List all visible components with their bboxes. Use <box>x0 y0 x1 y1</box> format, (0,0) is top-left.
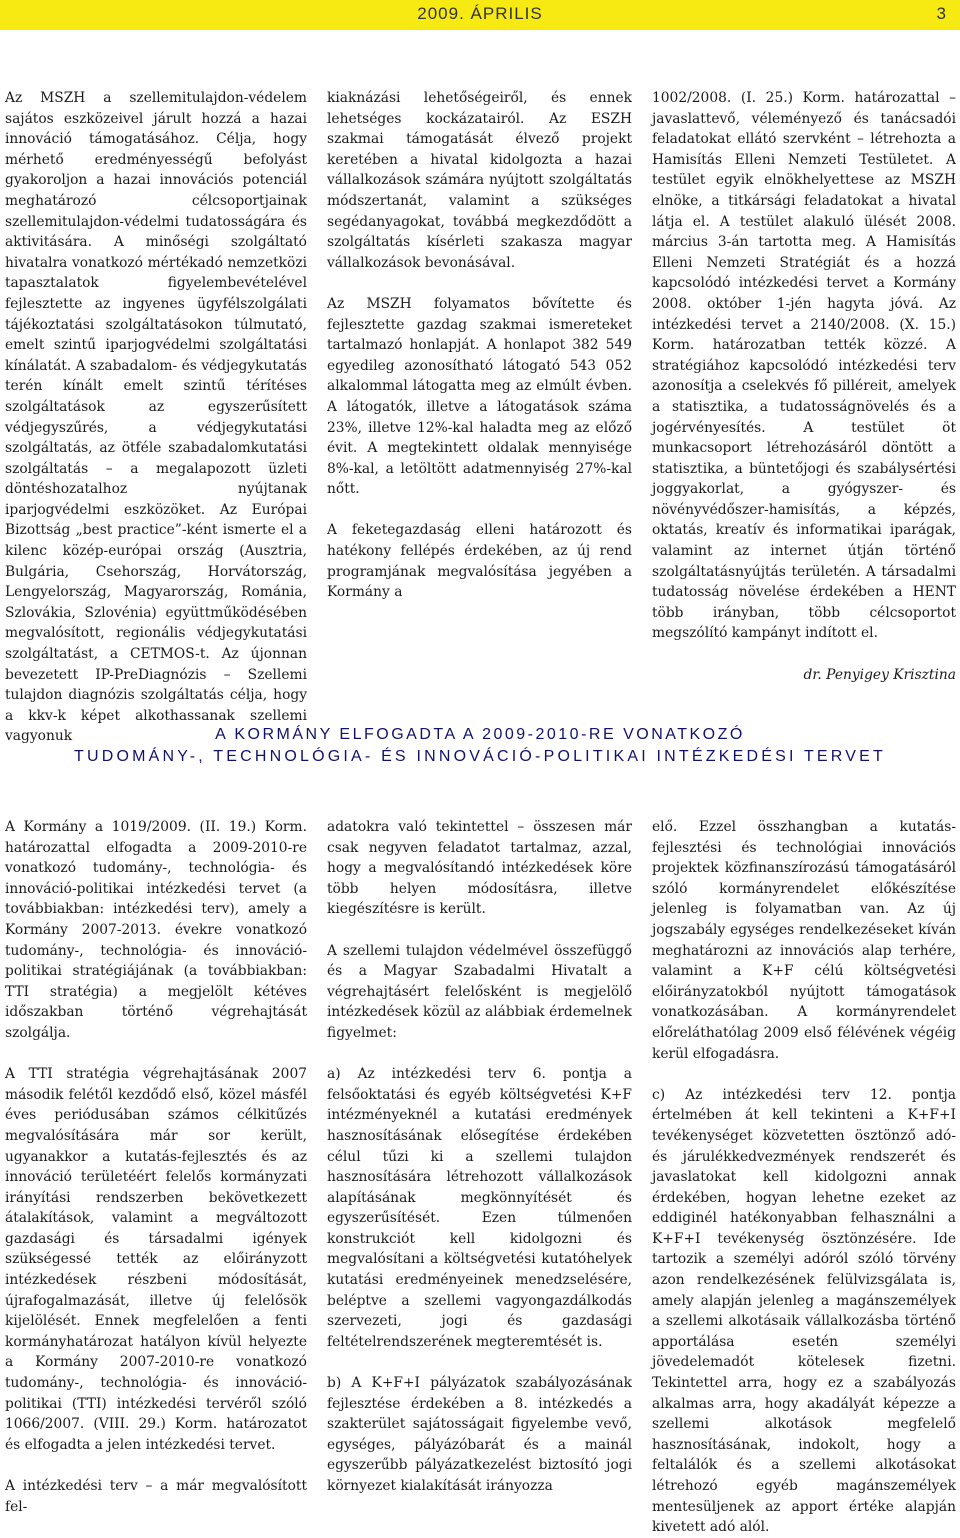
paragraph: A TTI stratégia végrehajtásának 2007 második felétől kezdődő első, közel másfél éves periódusában számos célkitűzés megvalósítására már sor került, ugyanakkor a kutatás-fejlesztés és az innováció területéért felelős kormányzati irányítási rendszerben bekövetkezett átalakítások, valamint a megváltozott gazdasági és társadalmi igények szükségessé tették az előirányzott intézkedések részbeni módosítását, újrafogalmazását, illetve új felelősök kijelölését. Ennek megfelelően a fenti kormányhatározat hatályon kívül helyezte a Kormány 2007-2010-re vonatkozó tudomány-, technológia- és innováció-politikai (TTI) intézkedési tervéről szóló 1066/2007. (VIII. 29.) Korm. határozatot és elfogadta a jelen intézkedési tervet. <box>5 1066 307 1453</box>
bottom-column-2 <box>327 817 632 1497</box>
top-column-2 <box>327 88 632 603</box>
paragraph: A intézkedési terv – a már megvalósított fel- <box>5 1478 307 1515</box>
bottom-column-3 <box>652 817 956 1538</box>
paragraph: adatokra való tekintettel – összesen már csak negyven feladatot tartalmaz, azzal, hogy a megvalósítandó intézkedések köre több helyen módosításra, illetve kiegészítésre is került. <box>327 819 632 918</box>
section-title-line-2: TUDOMÁNY-, TECHNOLÓGIA- ÉS INNOVÁCIÓ-POLITIKAI INTÉZKEDÉSI TERVET <box>74 748 886 765</box>
list-item-c: c) Az intézkedési terv 12. pontja értelmében át kell tekinteni a K+F+I tevékenységet közvetetten ösztönző adó- és járulékkedvezmények rendszerét és javaslatokat kell kidolgozni annak érdekében, hogyan lehetne ezeket az eddiginél hatékonyabban felhasználni a K+F+I tevékenység ösztönzésére. Ide tartozik a személyi adóról szóló törvény azon rendelkezésének felülvizsgálata is, amely alapján jelenleg a magánszemélyek a szellemi alkotásaik vállalkozásba történő apportálása esetén személyi jövedelemadót kötelesek fizetni. Tekintettel arra, hogy ez a szabályozás alkalmas arra, hogy akadályát képezze a szellemi alkotások megfelelő hasznosításának, indokolt, hogy a feltalálók és a szellemi alkotásokat létrehozó egyéb magánszemélyek mentesüljenek az apport értéke alapján kivetett adó alól. <box>652 1086 956 1536</box>
page-number: 3 <box>936 4 946 23</box>
bottom-column-1 <box>5 817 307 1517</box>
top-column-3 <box>652 88 956 685</box>
paragraph: Az MSZH folyamatos bővítette és fejlesztette gazdag szakmai ismereteket tartalmazó honlapját. A honlapot 382 549 egyedileg azonosítható látogató 543 052 alkalommal látogatta meg az elmúlt évben. A látogatók, illetve a látogatások száma 23%, illetve 12%-kal haladta meg az előző évit. A megtekintett oldalak mennyisége 8%-kal, a letöltött adatmennyiség 27%-kal nőtt. <box>327 295 632 498</box>
paragraph: A Kormány a 1019/2009. (II. 19.) Korm. határozattal elfogadta a 2009-2010-re vonatkozó tudomány-, technológia- és innováció-politikai intézkedési tervet (a továbbiakban: intézkedési terv), amely a Kormány 2007-2013. évekre vonatkozó tudomány-, technológia- és innováció-politikai stratégiájának (a továbbiakban: TTI stratégia) a megjelölt kétéves időszakban történő végrehajtását szolgálja. <box>5 819 307 1041</box>
paragraph: 1002/2008. (I. 25.) Korm. határozattal – javaslattevő, véleményező és tanácsadói feladatokat ellátó szervként – létrehozta a Hamisítás Elleni Nemzeti Testületet. A testület egyik elnökhelyettese az MSZH elnöke, a titkársági feladatokat a hivatal látja el. A testület alakuló ülését 2008. március 3-án tartotta meg. A Hamisítás Elleni Nemzeti Stratégiát és a hozzá kapcsolódó intézkedési tervet a Kormány 2008. október 1-jén hagyta jóvá. Az intézkedési tervet a 2140/2008. (X. 15.) Korm. határozatban tették közzé. A stratégiához kapcsolódó intézkedési terv azonosítja a cselekvés fő pilléreit, amelyek a statisztika, a tudatosságnövelés és a jogérvényesítés. A testület öt munkacsoport létrehozásáról döntött a statisztika, a büntetőjogi és szabálysértési joggyakorlat, a gyógyszer- és növényvédőszer-hamisítás, a képzés, oktatás, kreatív és informatikai iparágak, valamint az internet útján történő szolgáltatásnyújtás területén. A társadalmi tudatosság növelése érdekében a HENT több irányban, több célcsoportot megszólító kampányt indított el. <box>652 90 956 642</box>
paragraph: kiaknázási lehetőségeiről, és ennek lehetséges kockázatairól. Az ESZH szakmai támogatását élvező projekt keretében a hivatal kidolgozta a hazai vállalkozások számára nyújtott szolgáltatás módszertanát, valamint a szükséges segédanyagokat, továbbá megkezdődött a szolgáltatás kísérleti szakasza magyar vállalkozások bevonásával. <box>327 90 632 271</box>
paragraph: A feketegazdaság elleni határozott és hatékony fellépés érdekében, az új rend programjának megvalósítása jegyében a Kormány a <box>327 522 632 601</box>
paragraph: Az MSZH a szellemitulajdon-védelem sajátos eszközeivel járult hozzá a hazai innováció támogatásához. Célja, hogy mérhető eredményességű befolyást gyakoroljon a hazai innovációs potenciál meghatározó célcsoportjainak szellemitulajdon-védelmi tudatosságára és aktivitására. A minőségi szolgáltató hivatalra vonatkozó mértékadó nemzetközi tapasztalatok figyelembevételével fejlesztette az ingyenes ügyfélszolgálati tájékoztatási szolgáltatásokon túlmutató, emelt szintű iparjogvédelmi szolgáltatási kínálatát. A szabadalom- és védjegykutatás terén kínált emelt szintű térítéses szolgáltatások az egyszerűsített védjegyszűrés, a védjegykutatási szolgáltatás, az ötféle szabadalomkutatási szolgáltatás – a megalapozott üzleti döntéshozatalhoz nyújtanak iparjogvédelmi eszközöket. Az Európai Bizottság „best practice”-ként ismerte el a kilenc közép-európai ország (Ausztria, Bulgária, Csehország, Horvátország, Lengyelország, Magyarország, Románia, Szlovákia, Szlovénia) együttműködésében megvalósított, regionális védjegykutatási szolgáltatást, a CETMOS-t. Az újonnan bevezetett IP-PreDiagnózis – Szellemi tulajdon diagnózis szolgáltatás célja, hogy a kkv-k képet alkothassanak szellemi vagyonuk <box>5 90 307 745</box>
section-title-line-1: A KORMÁNY ELFOGADTA A 2009-2010-RE VONATKOZÓ <box>215 726 745 743</box>
paragraph: A szellemi tulajdon védelmével összefüggő és a Magyar Szabadalmi Hivatalt a végrehajtásért felelősként is megjelölő intézkedések közül az alábbiak érdemelnek figyelmet: <box>327 942 632 1041</box>
list-item-a: a) Az intézkedési terv 6. pontja a felsőoktatási és egyéb költségvetési K+F intézményeknél a kutatási eredmények hasznosításának elősegítése érdekében célul tűzi ki a szellemi tulajdon hasznosítására létrehozott vállalkozások alapításának megkönnyítését és egyszerűsítését. Ezen túlmenően konstrukciót kell kidolgozni és megvalósítani a költségvetési kutatóhelyek kutatási eredményeinek menedzselésére, beléptve a szellemi vagyongazdálkodás szervezeti, jogi és gazdasági feltételrendszerének megteremtését is. <box>327 1066 632 1350</box>
author-signature: dr. Penyigey Krisztina <box>803 666 956 683</box>
paragraph: elő. Ezzel összhangban a kutatás-fejlesztési és technológiai innovációs projektek közfinanszírozású támogatásáról szóló kormányrendelet előkészítése jelenleg is folyamatban van. Az új jogszabály egységes rendelkezéseket kíván meghatározni az innovációs alap terhére, valamint a K+F célú költségvetési előirányzatokból nyújtott támogatások vonatkozásában. A kormányrendelet előreláthatólag 2009 első félévének végéig kerül elfogadásra. <box>652 819 956 1062</box>
list-item-b: b) A K+F+I pályázatok szabályozásának fejlesztése érdekében a 8. intézkedés a szakterület sajátosságait figyelembe vevő, egységes, pályázóbarát és a mainál egyszerűbb pályázatkezelést biztosító jogi környezet kialakítását irányozza <box>327 1375 632 1494</box>
section-title <box>0 724 960 768</box>
issue-date: 2009. ÁPRILIS <box>417 4 543 23</box>
top-column-1 <box>5 88 307 747</box>
